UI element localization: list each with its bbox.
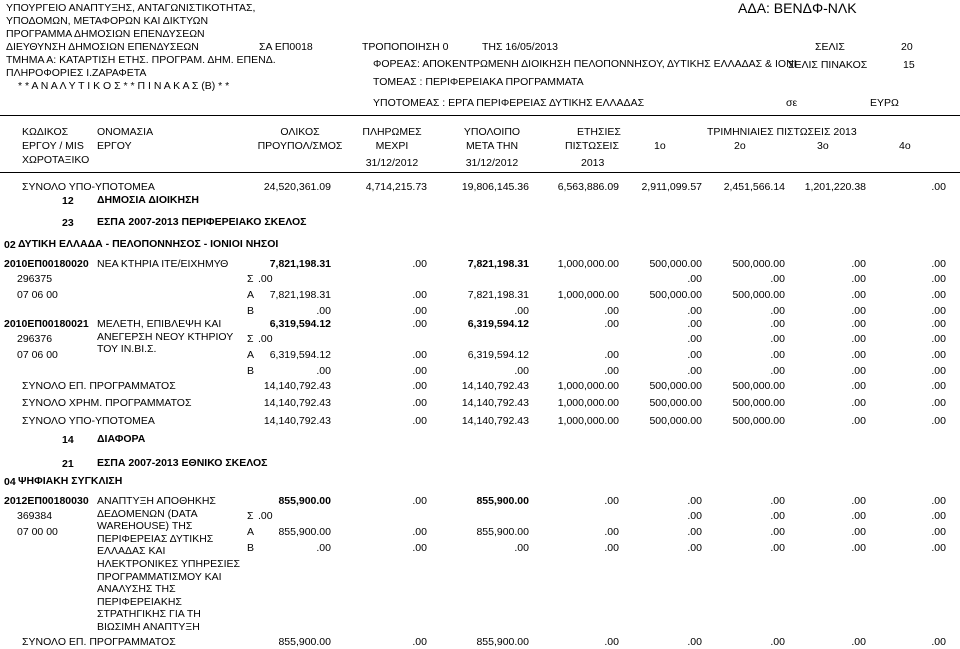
p1-main-c5: 500,000.00: [732, 258, 785, 270]
p3-main-c7: .00: [931, 495, 946, 507]
synolo_ypo-c4: 500,000.00: [649, 415, 702, 427]
p3-b-c0: .00: [316, 542, 331, 554]
synolo_ep1-c0: 14,140,792.43: [263, 380, 331, 392]
p2-main-c0: 6,319,594.12: [269, 318, 331, 330]
unit-euro: ΕΥΡΩ: [870, 97, 899, 109]
p3-b-letter: Β: [247, 542, 255, 554]
p3-name-line-7: ΑΝΑΛΥΣΗΣ ΤΗΣ: [97, 583, 176, 596]
p2-a-c0: 6,319,594.12: [269, 349, 331, 361]
p1-a-c1: .00: [412, 289, 427, 301]
s04-num: 04: [4, 476, 16, 488]
synolo_xrim-c2: 14,140,792.43: [461, 397, 529, 409]
p1-b-c7: .00: [931, 305, 946, 317]
ministry-line-2: ΥΠΟΔΟΜΩΝ, ΜΕΤΑΦΟΡΩΝ ΚΑΙ ΔΙΚΤΥΩΝ: [6, 15, 209, 27]
col-kodikos-3: ΧΩΡΟΤΑΞΙΚΟ: [22, 154, 90, 166]
synolo_ep2-c5: .00: [770, 636, 785, 648]
p2-b-c5: .00: [770, 365, 785, 377]
synolo_xrim-c4: 500,000.00: [649, 397, 702, 409]
p2-s-c6: .00: [851, 333, 866, 345]
p2-a-letter: Α: [247, 349, 255, 361]
p3-b-c2: .00: [514, 542, 529, 554]
s12-text: ΔΗΜΟΣΙΑ ΔΙΟΙΚΗΣΗ: [97, 194, 199, 206]
p2-s-c7: .00: [931, 333, 946, 345]
synolo_ep1-c7: .00: [931, 380, 946, 392]
ministry-line-3: ΠΡΟΓΡΑΜΜΑ ΔΗΜΟΣΙΩΝ ΕΠΕΝΔΥΣΕΩΝ: [6, 28, 205, 40]
p3-a-c2: 855,900.00: [476, 526, 529, 538]
p2-b-c7: .00: [931, 365, 946, 377]
synolo_ypo-c0: 14,140,792.43: [263, 415, 331, 427]
col-ypoloipo-1: ΥΠΟΛΟΙΠΟ: [463, 126, 521, 138]
p3-b-c7: .00: [931, 542, 946, 554]
p1-a-c2: 7,821,198.31: [467, 289, 529, 301]
p2-name-line-1: ΑΝΕΓΕΡΣΗ ΝΕΟΥ ΚΤΗΡΙΟΥ: [97, 330, 234, 343]
table-page-number: 15: [903, 59, 915, 71]
p1-s-letter: Σ: [247, 273, 254, 285]
p1-main-c7: .00: [931, 258, 946, 270]
p2-a-c1: .00: [412, 349, 427, 361]
tomeas: ΤΟΜΕΑΣ : ΠΕΡΙΦΕΡΕΙΑΚΑ ΠΡΟΓΡΑΜΜΑΤΑ: [373, 76, 584, 88]
p3-mis: 369384: [17, 510, 53, 522]
table-page-label: ΣΕΛΙΣ ΠΙΝΑΚΟΣ: [788, 59, 868, 71]
p2-main-c6: .00: [851, 318, 866, 330]
p3-main-c5: .00: [770, 495, 785, 507]
synolo_xrim-label: ΣΥΝΟΛΟ ΧΡΗΜ. ΠΡΟΓΡΑΜΜΑΤΟΣ: [22, 397, 192, 409]
unit-se: σε: [786, 97, 798, 109]
synolo_ypo-c3: 1,000,000.00: [557, 415, 619, 427]
synolo_ep2-c7: .00: [931, 636, 946, 648]
col-olikos-2: ΠΡΟΥΠΟΛ/ΣΜΟΣ: [257, 140, 343, 152]
s14-text: ΔΙΑΦΟΡΑ: [97, 433, 146, 445]
p3-s-c7: .00: [931, 510, 946, 522]
p1-s-c6: .00: [851, 273, 866, 285]
p1-b-letter: Β: [247, 305, 255, 317]
p1-a-c0: 7,821,198.31: [269, 289, 331, 301]
p3-a-c4: .00: [687, 526, 702, 538]
p1-code: 2010ΕΠ00180020: [4, 258, 89, 270]
p2-name-line-2: ΤΟΥ ΙΝ.ΒΙ.Σ.: [97, 343, 157, 356]
col-q1: 1ο: [654, 140, 666, 152]
ministry-line-4: ΔΙΕΥΘΥΝΣΗ ΔΗΜΟΣΙΩΝ ΕΠΕΝΔΥΣΕΩΝ: [6, 41, 199, 53]
p2-a-c7: .00: [931, 349, 946, 361]
synolo_ep2-c0: 855,900.00: [278, 636, 331, 648]
report-date: ΤΗΣ 16/05/2013: [482, 41, 558, 53]
p1-b-c0: .00: [316, 305, 331, 317]
page-label: ΣΕΛΙΣ: [815, 41, 845, 53]
synolo_xrim-c6: .00: [851, 397, 866, 409]
synolo_ep2-c6: .00: [851, 636, 866, 648]
ministry-line-6: ΠΛΗΡΟΦΟΡΙΕΣ Ι.ΖΑΡΑΦΕΤΑ: [6, 67, 147, 79]
page-number: 20: [901, 41, 913, 53]
p1-b-c6: .00: [851, 305, 866, 317]
synolo_ypo-c7: .00: [931, 415, 946, 427]
p2-code: 2010ΕΠ00180021: [4, 318, 89, 330]
p3-name-line-2: WAREHOUSE) ΤΗΣ: [97, 520, 193, 533]
p3-a-c7: .00: [931, 526, 946, 538]
p2-a-c2: 6,319,594.12: [467, 349, 529, 361]
s02-num: 02: [4, 239, 16, 251]
p2-b-c3: .00: [604, 365, 619, 377]
p2-b-letter: Β: [247, 365, 255, 377]
s04-text: ΨΗΦΙΑΚΗ ΣΥΓΚΛΙΣΗ: [18, 475, 123, 487]
p3-name-line-1: ΔΕΔΟΜΕΝΩΝ (DATA: [97, 507, 198, 520]
p1-b-c3: .00: [604, 305, 619, 317]
synolo_top-c6: 1,201,220.38: [804, 181, 866, 193]
synolo_top-c3: 6,563,886.09: [557, 181, 619, 193]
foreas: ΦΟΡΕΑΣ: ΑΠΟΚΕΝΤΡΩΜΕΝΗ ΔΙΟΙΚΗΣΗ ΠΕΛΟΠΟΝΝΗΣΟΥ, ΔΥΤΙΚΗΣ ΕΛΛΑΔΑΣ & ΙΟΝΙ: [373, 58, 797, 70]
p3-name-line-9: ΣΤΡΑΤΗΓΙΚΗΣ ΓΙΑ ΤΗ: [97, 608, 201, 621]
p1-s-c7: .00: [931, 273, 946, 285]
synolo_ep2-c3: .00: [604, 636, 619, 648]
p2-name-line-0: ΜΕΛΕΤΗ, ΕΠΙΒΛΕΨΗ ΚΑΙ: [97, 318, 222, 330]
p2-main-c4: .00: [687, 318, 702, 330]
p2-b-c4: .00: [687, 365, 702, 377]
col-pliromes-3: 31/12/2012: [365, 157, 419, 169]
p3-a-letter: Α: [247, 526, 255, 538]
p1-a-letter: Α: [247, 289, 255, 301]
p3-name-line-10: ΒΙΩΣΙΜΗ ΑΝΑΠΤΥΞΗ: [97, 621, 200, 633]
col-ypoloipo-3: 31/12/2012: [465, 157, 519, 169]
p3-name-line-5: ΗΛΕΚΤΡΟΝΙΚΕΣ ΥΠΗΡΕΣΙΕΣ: [97, 558, 240, 570]
synolo_ep1-c5: 500,000.00: [732, 380, 785, 392]
p3-main-c4: .00: [687, 495, 702, 507]
p1-b-c4: .00: [687, 305, 702, 317]
col-olikos-1: ΟΛΙΚΟΣ: [280, 126, 320, 138]
p1-b-c5: .00: [770, 305, 785, 317]
synolo_ep1-label: ΣΥΝΟΛΟ ΕΠ. ΠΡΟΓΡΑΜΜΑΤΟΣ: [22, 380, 176, 392]
p1-main-c3: 1,000,000.00: [557, 258, 619, 270]
synolo_ypo-c2: 14,140,792.43: [461, 415, 529, 427]
synolo_ep2-c1: .00: [412, 636, 427, 648]
p2-main-c5: .00: [770, 318, 785, 330]
p3-main-c2: 855,900.00: [476, 495, 529, 507]
synolo_xrim-c0: 14,140,792.43: [263, 397, 331, 409]
ada-code: ΑΔΑ: ΒΕΝΔΦ-ΝΛΚ: [738, 0, 857, 16]
p1-s-c5: .00: [770, 273, 785, 285]
p2-a-c6: .00: [851, 349, 866, 361]
p3-name-line-8: ΠΕΡΙΦΕΡΕΙΑΚΗΣ: [97, 595, 182, 608]
p1-s-c0: .00: [258, 273, 273, 285]
p2-a-c5: .00: [770, 349, 785, 361]
col-etisies-1: ΕΤΗΣΙΕΣ: [577, 126, 621, 138]
p3-b-c6: .00: [851, 542, 866, 554]
p2-main-c1: .00: [412, 318, 427, 330]
p1-mis: 296375: [17, 273, 53, 285]
col-pliromes-1: ΠΛΗΡΩΜΕΣ: [362, 126, 422, 138]
synolo_ep1-c6: .00: [851, 380, 866, 392]
p3-a-c0: 855,900.00: [278, 526, 331, 538]
s21-num: 21: [62, 458, 74, 470]
p2-b-c1: .00: [412, 365, 427, 377]
synolo_xrim-c5: 500,000.00: [732, 397, 785, 409]
p1-b-c2: .00: [514, 305, 529, 317]
synolo_ypo-label: ΣΥΝΟΛΟ ΥΠΟ-ΥΠΟΤΟΜΕΑ: [22, 415, 155, 427]
p1-a-c7: .00: [931, 289, 946, 301]
col-kodikos-1: ΚΩΔΙΚΟΣ: [22, 126, 69, 138]
p3-name-line-6: ΠΡΟΓΡΑΜΜΑΤΙΣΜΟΥ ΚΑΙ: [97, 570, 222, 583]
p1-main-c2: 7,821,198.31: [467, 258, 529, 270]
p3-name-line-0: ΑΝΑΠΤΥΞΗ ΑΠΟΘΗΚΗΣ: [97, 495, 216, 507]
synolo_ypo-c5: 500,000.00: [732, 415, 785, 427]
p1-name: ΝΕΑ ΚΤΗΡΙΑ ΙΤΕ/ΕΙΧΗΜΥΘ: [97, 258, 229, 270]
p2-a-c4: .00: [687, 349, 702, 361]
p1-a-c3: 1,000,000.00: [557, 289, 619, 301]
synolo_top-c0: 24,520,361.09: [263, 181, 331, 193]
col-etisies-2: ΠΙΣΤΩΣΕΙΣ: [565, 140, 619, 152]
synolo_ep1-c1: .00: [412, 380, 427, 392]
p3-xor: 07 00 00: [17, 526, 58, 538]
synolo_xrim-c7: .00: [931, 397, 946, 409]
p2-xor: 07 06 00: [17, 349, 58, 361]
col-q4: 4ο: [899, 140, 911, 152]
p2-main-c7: .00: [931, 318, 946, 330]
p1-a-c5: 500,000.00: [732, 289, 785, 301]
report-subtitle: * * Α Ν Α Λ Υ Τ Ι Κ Ο Σ * * Π Ι Ν Α Κ Α Σ (Β) * *: [18, 80, 230, 92]
p3-main-c1: .00: [412, 495, 427, 507]
p1-main-c1: .00: [412, 258, 427, 270]
modification: ΤΡΟΠΟΠΟΙΗΣΗ 0: [362, 41, 449, 53]
synolo_top-label: ΣΥΝΟΛΟ ΥΠΟ-ΥΠΟΤΟΜΕΑ: [22, 181, 155, 193]
synolo_xrim-c1: .00: [412, 397, 427, 409]
s02-text: ΔΥΤΙΚΗ ΕΛΛΑΔΑ - ΠΕΛΟΠΟΝΝΗΣΟΣ - ΙΟΝΙΟΙ ΝΗΣΟΙ: [18, 238, 279, 250]
s12-num: 12: [62, 195, 74, 207]
col-kodikos-2: ΕΡΓΟΥ / MIS: [22, 140, 84, 152]
p1-xor: 07 06 00: [17, 289, 58, 301]
p1-main-c0: 7,821,198.31: [269, 258, 331, 270]
s14-num: 14: [62, 434, 74, 446]
col-onomasia-1: ΟΝΟΜΑΣΙΑ: [97, 126, 154, 138]
p3-b-c4: .00: [687, 542, 702, 554]
synolo_top-c4: 2,911,099.57: [641, 181, 702, 193]
s23-num: 23: [62, 217, 74, 229]
p2-main-c3: .00: [604, 318, 619, 330]
p3-main-c3: .00: [604, 495, 619, 507]
col-ypoloipo-2: ΜΕΤΑ ΤΗΝ: [465, 140, 519, 152]
p3-code: 2012ΕΠ00180030: [4, 495, 89, 507]
p2-b-c0: .00: [316, 365, 331, 377]
synolo_top-c7: .00: [931, 181, 946, 193]
col-etisies-3: 2013: [581, 157, 605, 169]
p2-mis: 296376: [17, 333, 53, 345]
p3-main-c0: 855,900.00: [278, 495, 331, 507]
synolo_ep2-label: ΣΥΝΟΛΟ ΕΠ. ΠΡΟΓΡΑΜΜΑΤΟΣ: [22, 636, 176, 648]
p1-main-c4: 500,000.00: [649, 258, 702, 270]
synolo_ep2-c2: 855,900.00: [476, 636, 529, 648]
col-q3: 3ο: [817, 140, 829, 152]
p3-b-c1: .00: [412, 542, 427, 554]
p1-main-c6: .00: [851, 258, 866, 270]
synolo_ep2-c4: .00: [687, 636, 702, 648]
p2-s-letter: Σ: [247, 333, 254, 345]
col-pliromes-2: ΜΕΧΡΙ: [375, 140, 409, 152]
p3-a-c6: .00: [851, 526, 866, 538]
p3-a-c3: .00: [604, 526, 619, 538]
p3-s-letter: Σ: [247, 510, 254, 522]
p1-a-c4: 500,000.00: [649, 289, 702, 301]
p2-main-c2: 6,319,594.12: [467, 318, 529, 330]
p2-b-c2: .00: [514, 365, 529, 377]
ministry-line-1: ΥΠΟΥΡΓΕΙΟ ΑΝΑΠΤΥΞΗΣ, ΑΝΤΑΓΩΝΙΣΤΙΚΟΤΗΤΑΣ,: [6, 2, 256, 14]
synolo_top-c1: 4,714,215.73: [365, 181, 427, 193]
synolo_ep1-c4: 500,000.00: [649, 380, 702, 392]
header-divider: [0, 115, 960, 116]
p3-s-c6: .00: [851, 510, 866, 522]
col-q2: 2ο: [734, 140, 746, 152]
synolo_xrim-c3: 1,000,000.00: [557, 397, 619, 409]
p2-a-c3: .00: [604, 349, 619, 361]
col-triminiaies: ΤΡΙΜΗΝΙΑΙΕΣ ΠΙΣΤΩΣΕΙΣ 2013: [707, 126, 857, 138]
p3-name-line-3: ΠΕΡΙΦΕΡΕΙΑΣ ΔΥΤΙΚΗΣ: [97, 532, 214, 545]
columns-divider: [0, 172, 960, 173]
sa-code: ΣΑ ΕΠ0018: [259, 41, 313, 53]
p2-s-c0: .00: [258, 333, 273, 345]
p3-s-c4: .00: [687, 510, 702, 522]
ypotomeas: ΥΠΟΤΟΜΕΑΣ : ΕΡΓΑ ΠΕΡΙΦΕΡΕΙΑΣ ΔΥΤΙΚΗΣ ΕΛΛΑΔΑΣ: [373, 97, 645, 109]
synolo_ep1-c3: 1,000,000.00: [557, 380, 619, 392]
p3-name-line-4: ΕΛΛΑΔΑΣ ΚΑΙ: [97, 545, 166, 558]
p1-b-c1: .00: [412, 305, 427, 317]
p2-s-c5: .00: [770, 333, 785, 345]
synolo_ypo-c1: .00: [412, 415, 427, 427]
p3-b-c3: .00: [604, 542, 619, 554]
col-onomasia-2: ΕΡΓΟΥ: [97, 140, 132, 152]
synolo_top-c5: 2,451,566.14: [723, 181, 785, 193]
p2-b-c6: .00: [851, 365, 866, 377]
p3-main-c6: .00: [851, 495, 866, 507]
p3-s-c0: .00: [258, 510, 273, 522]
s23-text: ΕΣΠΑ 2007-2013 ΠΕΡΙΦΕΡΕΙΑΚΟ ΣΚΕΛΟΣ: [97, 216, 307, 228]
s21-text: ΕΣΠΑ 2007-2013 ΕΘΝΙΚΟ ΣΚΕΛΟΣ: [97, 457, 268, 469]
p3-s-c5: .00: [770, 510, 785, 522]
p3-a-c1: .00: [412, 526, 427, 538]
synolo_top-c2: 19,806,145.36: [461, 181, 529, 193]
synolo_ypo-c6: .00: [851, 415, 866, 427]
p3-b-c5: .00: [770, 542, 785, 554]
p2-s-c4: .00: [687, 333, 702, 345]
ministry-line-5: ΤΜΗΜΑ Α: ΚΑΤΑΡΤΙΣΗ ΕΤΗΣ. ΠΡΟΓΡΑΜ. ΔΗΜ. ΕΠΕΝΔ.: [6, 54, 276, 66]
synolo_ep1-c2: 14,140,792.43: [461, 380, 529, 392]
p1-s-c4: .00: [687, 273, 702, 285]
p3-a-c5: .00: [770, 526, 785, 538]
p1-a-c6: .00: [851, 289, 866, 301]
